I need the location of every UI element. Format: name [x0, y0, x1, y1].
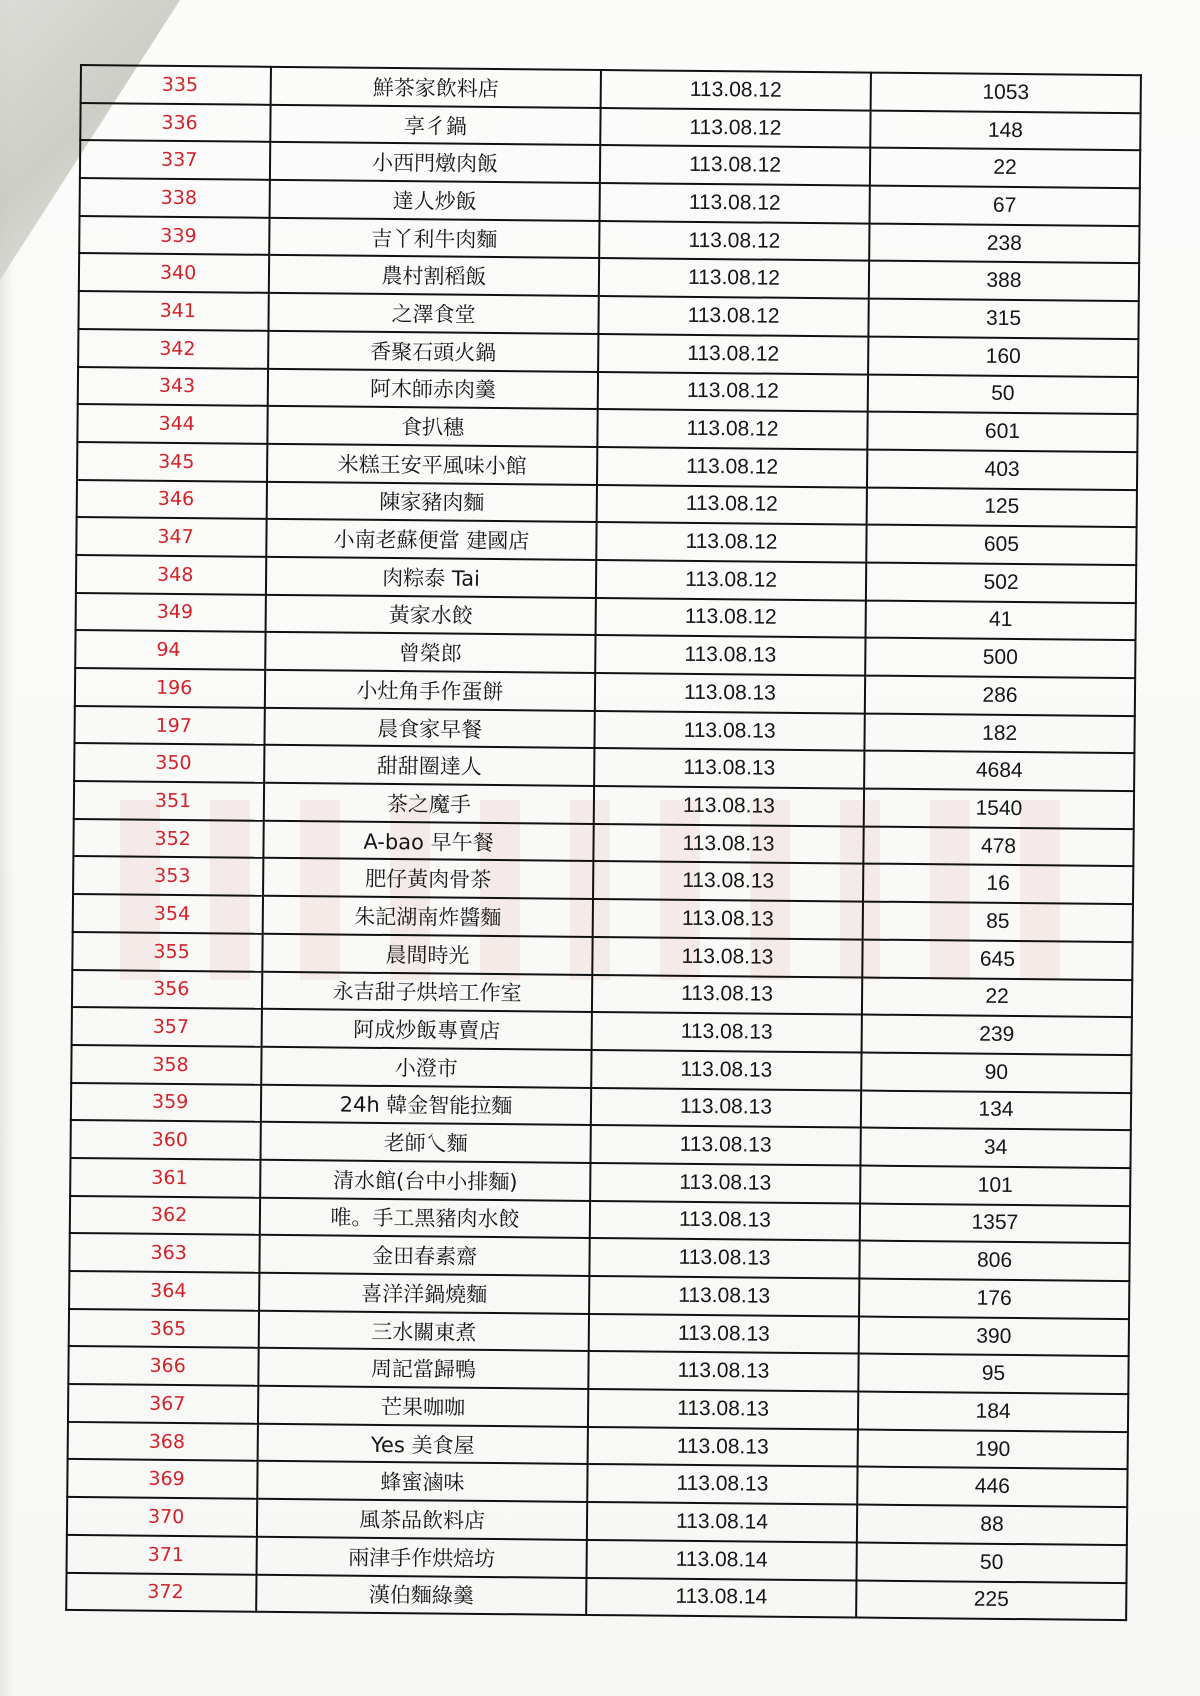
store-name: 三水關東煮	[259, 1310, 589, 1351]
document-sheet	[65, 64, 1140, 1621]
row-number: 361	[70, 1158, 260, 1198]
date-cell: 113.08.12	[601, 70, 871, 110]
row-number: 369	[67, 1459, 257, 1499]
row-number: 362	[70, 1196, 260, 1236]
store-name: 兩津手作烘焙坊	[257, 1537, 587, 1578]
date-cell: 113.08.12	[598, 334, 868, 374]
date-cell: 113.08.13	[587, 1464, 857, 1504]
row-number: 370	[67, 1497, 257, 1537]
store-name: 吉丫利牛肉麵	[269, 218, 599, 259]
date-cell: 113.08.12	[599, 221, 869, 261]
row-number: 196	[75, 668, 265, 708]
date-cell: 113.08.14	[586, 1577, 856, 1617]
count-cell: 22	[862, 977, 1132, 1017]
store-name: 阿成炒飯專賣店	[262, 1009, 592, 1050]
store-name: 晨食家早餐	[264, 707, 594, 748]
store-name: 蜂蜜滷味	[257, 1461, 587, 1502]
count-cell: 50	[856, 1542, 1126, 1582]
store-name: 之澤食堂	[268, 293, 598, 334]
store-name: 清水館(台中小排麵)	[260, 1160, 590, 1201]
store-name: 肥仔黃肉骨茶	[263, 858, 593, 899]
count-cell: 605	[866, 525, 1136, 565]
date-cell: 113.08.13	[591, 1050, 861, 1090]
date-cell: 113.08.13	[588, 1389, 858, 1429]
row-number: 371	[67, 1535, 257, 1575]
store-name: 陳家豬肉麵	[267, 481, 597, 522]
count-cell: 225	[856, 1580, 1126, 1620]
count-cell: 1357	[860, 1203, 1130, 1243]
date-cell: 113.08.12	[596, 598, 866, 638]
date-cell: 113.08.13	[595, 673, 865, 713]
row-number: 337	[80, 140, 270, 180]
date-cell: 113.08.14	[586, 1540, 856, 1580]
row-number: 372	[66, 1572, 256, 1612]
date-cell: 113.08.13	[594, 748, 864, 788]
date-cell: 113.08.14	[587, 1502, 857, 1542]
count-cell: 446	[857, 1467, 1127, 1507]
row-number: 359	[71, 1083, 261, 1123]
date-cell: 113.08.13	[592, 974, 862, 1014]
count-cell: 85	[863, 902, 1133, 942]
date-cell: 113.08.12	[597, 447, 867, 487]
row-number: 365	[69, 1309, 259, 1349]
row-number: 349	[76, 593, 266, 633]
row-number: 350	[74, 743, 264, 783]
date-cell: 113.08.13	[593, 899, 863, 939]
count-cell: 101	[860, 1165, 1130, 1205]
count-cell: 160	[868, 336, 1138, 376]
row-number: 363	[69, 1233, 259, 1273]
row-number: 347	[76, 517, 266, 557]
count-cell: 34	[860, 1128, 1130, 1168]
count-cell: 88	[857, 1505, 1127, 1545]
count-cell: 1053	[871, 73, 1141, 113]
row-number: 339	[79, 216, 269, 256]
date-cell: 113.08.13	[593, 861, 863, 901]
date-cell: 113.08.12	[598, 371, 868, 411]
date-cell: 113.08.13	[593, 824, 863, 864]
count-cell: 601	[867, 412, 1137, 452]
row-number: 336	[80, 103, 270, 143]
date-cell: 113.08.13	[594, 711, 864, 751]
store-name: 芒果咖咖	[258, 1386, 588, 1427]
count-cell: 478	[863, 826, 1133, 866]
store-name: 風茶品飲料店	[257, 1499, 587, 1540]
table-body	[66, 65, 1141, 1620]
count-cell: 4684	[864, 751, 1134, 791]
store-name: 黃家水餃	[266, 594, 596, 635]
row-number: 335	[81, 65, 271, 105]
row-number: 348	[76, 555, 266, 595]
count-cell: 90	[861, 1052, 1131, 1092]
row-number: 354	[73, 894, 263, 934]
date-cell: 113.08.13	[589, 1314, 859, 1354]
row-number: 368	[68, 1422, 258, 1462]
date-cell: 113.08.12	[597, 485, 867, 525]
date-cell: 113.08.13	[588, 1351, 858, 1391]
store-name: 享彳鍋	[270, 105, 600, 146]
row-number: 358	[71, 1045, 261, 1085]
count-cell: 184	[858, 1392, 1128, 1432]
count-cell: 388	[869, 261, 1139, 301]
row-number: 353	[73, 856, 263, 896]
date-cell: 113.08.13	[590, 1163, 860, 1203]
count-cell: 148	[870, 110, 1140, 150]
date-cell: 113.08.12	[600, 183, 870, 223]
date-cell: 113.08.13	[588, 1427, 858, 1467]
row-number: 356	[72, 969, 262, 1009]
row-number: 364	[69, 1271, 259, 1311]
date-cell: 113.08.13	[591, 1088, 861, 1128]
store-name: 甜甜圈達人	[264, 745, 594, 786]
row-number: 357	[72, 1007, 262, 1047]
row-number: 197	[74, 706, 264, 746]
date-cell: 113.08.13	[589, 1276, 859, 1316]
row-number: 345	[77, 442, 267, 482]
count-cell: 806	[859, 1241, 1129, 1281]
date-cell: 113.08.13	[595, 635, 865, 675]
row-number: 351	[74, 781, 264, 821]
store-name: 農村割稻飯	[269, 255, 599, 296]
count-cell: 500	[865, 638, 1135, 678]
date-cell: 113.08.13	[592, 937, 862, 977]
store-name: Yes 美食屋	[258, 1424, 588, 1465]
date-cell: 113.08.13	[589, 1238, 859, 1278]
store-name: 老師乀麵	[260, 1122, 590, 1163]
date-cell: 113.08.12	[598, 296, 868, 336]
count-cell: 50	[868, 374, 1138, 414]
store-name: 永吉甜子烘培工作室	[262, 971, 592, 1012]
count-cell: 16	[863, 864, 1133, 904]
store-name: 小南老蘇便當 建國店	[266, 519, 596, 560]
row-number: 344	[77, 404, 267, 444]
count-cell: 95	[858, 1354, 1128, 1394]
date-cell: 113.08.12	[600, 108, 870, 148]
date-cell: 113.08.12	[596, 560, 866, 600]
store-name: 曾榮郎	[265, 632, 595, 673]
store-name: 小西門燉肉飯	[270, 142, 600, 183]
date-cell: 113.08.12	[596, 522, 866, 562]
count-cell: 134	[861, 1090, 1131, 1130]
count-cell: 67	[870, 186, 1140, 226]
date-cell: 113.08.12	[599, 258, 869, 298]
store-name: 食扒穗	[267, 406, 597, 447]
store-name: 香聚石頭火鍋	[268, 331, 598, 372]
date-cell: 113.08.13	[592, 1012, 862, 1052]
store-name: 金田春素齋	[259, 1235, 589, 1276]
store-name: 24h 韓金智能拉麵	[261, 1084, 591, 1125]
date-cell: 113.08.12	[600, 145, 870, 185]
count-cell: 41	[866, 600, 1136, 640]
count-cell: 645	[862, 939, 1132, 979]
count-cell: 238	[869, 223, 1139, 263]
store-name: 唯。手工黑豬肉水餃	[260, 1197, 590, 1238]
count-cell: 403	[867, 449, 1137, 489]
store-name: 米糕王安平風味小館	[267, 444, 597, 485]
count-cell: 22	[870, 148, 1140, 188]
store-name: 鮮茶家飲料店	[271, 67, 601, 108]
store-name: 漢伯麵綠羹	[256, 1574, 586, 1615]
date-cell: 113.08.13	[590, 1201, 860, 1241]
row-number: 367	[68, 1384, 258, 1424]
store-name: 小澄市	[261, 1047, 591, 1088]
store-name: 喜洋洋鍋燒麵	[259, 1273, 589, 1314]
store-name: 達人炒飯	[270, 180, 600, 221]
row-number: 342	[78, 329, 268, 369]
date-cell: 113.08.12	[597, 409, 867, 449]
count-cell: 286	[865, 676, 1135, 716]
row-number: 352	[73, 819, 263, 859]
store-name: 小灶角手作蛋餅	[265, 670, 595, 711]
count-cell: 502	[866, 563, 1136, 603]
store-name: 周記當歸鴨	[258, 1348, 588, 1389]
store-name: 茶之魔手	[264, 783, 594, 824]
count-cell: 125	[867, 487, 1137, 527]
date-cell: 113.08.13	[594, 786, 864, 826]
row-number: 346	[77, 480, 267, 520]
row-number: 338	[80, 178, 270, 218]
count-cell: 176	[859, 1279, 1129, 1319]
row-number: 341	[78, 291, 268, 331]
store-name: 晨間時光	[262, 934, 592, 975]
count-cell: 1540	[864, 789, 1134, 829]
store-name: 朱記湖南炸醬麵	[263, 896, 593, 937]
row-number: 343	[78, 366, 268, 406]
store-name: 肉粽泰 Tai	[266, 557, 596, 598]
row-number: 355	[72, 932, 262, 972]
count-cell: 390	[859, 1316, 1129, 1356]
row-number: 366	[68, 1346, 258, 1386]
row-number: 340	[79, 253, 269, 293]
date-cell: 113.08.13	[590, 1125, 860, 1165]
count-cell: 182	[864, 713, 1134, 753]
store-name: A-bao 早午餐	[263, 821, 593, 862]
row-number: 94	[75, 630, 265, 670]
row-number: 360	[70, 1120, 260, 1160]
store-name: 阿木師赤肉羹	[268, 368, 598, 409]
store-list-table	[65, 64, 1142, 1621]
count-cell: 190	[858, 1429, 1128, 1469]
count-cell: 239	[862, 1015, 1132, 1055]
count-cell: 315	[868, 299, 1138, 339]
